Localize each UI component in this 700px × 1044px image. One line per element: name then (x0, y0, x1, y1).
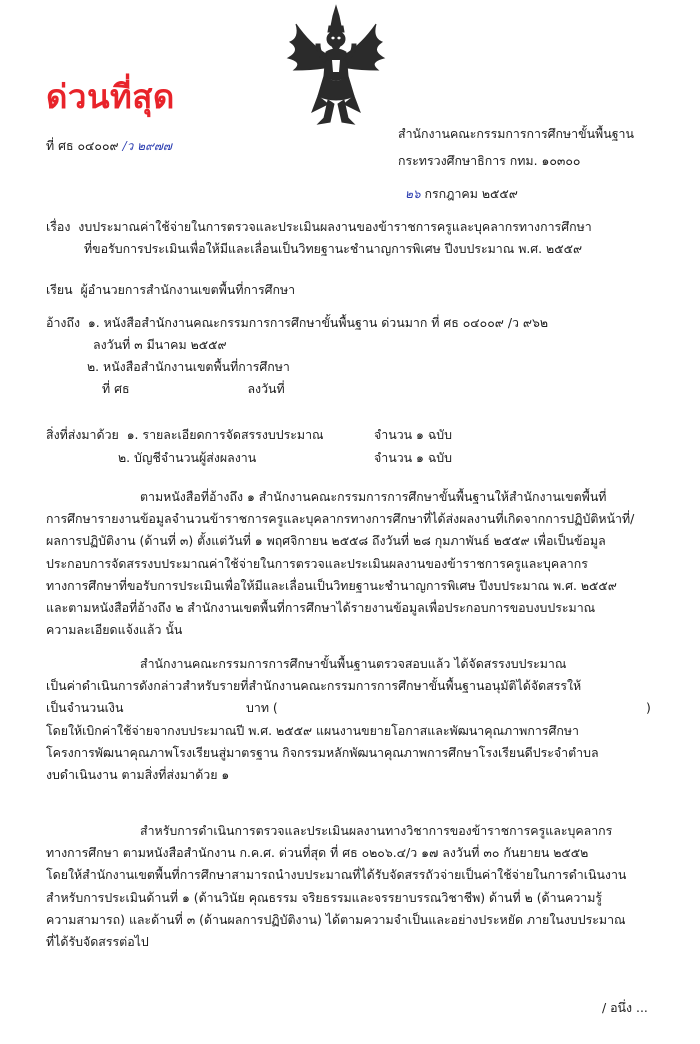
issuing-office: สำนักงานคณะกรรมการการศึกษาขั้นพื้นฐาน (398, 126, 634, 141)
amount-label: เป็นจำนวนเงิน (46, 700, 124, 716)
paragraph-line: สำนักงานคณะกรรมการการศึกษาขั้นพื้นฐานตรวจสอบแล้ว ได้จัดสรรงบประมาณ (140, 656, 567, 671)
subject-block (46, 219, 658, 257)
subject-label: เรื่อง (46, 219, 71, 234)
body-paragraph-1 (46, 486, 658, 641)
paragraph-line: โดยให้เบิกค่าใช้จ่ายจากงบประมาณปี พ.ศ. ๒๕๕๙ แผนงานขยายโอกาสและพัฒนาคุณภาพการศึกษา (46, 722, 579, 738)
paragraph-line: ทางการศึกษาที่ขอรับการประเมินเพื่อให้มีและเลื่อนเป็นวิทยฐานะชำนาญการพิเศษ ปีงบประมาณ พ.ศ. ๒๕๕๙ (46, 577, 617, 593)
paragraph-line: ความสามารถ) และด้านที่ ๓ (ด้านผลการปฏิบัติงาน) ได้ตามความจำเป็นและอย่างประหยัด ภายในงบประมาณ (46, 911, 626, 927)
subject-line-1: งบประมาณค่าใช้จ่ายในการตรวจและประเมินผลงานของข้าราชการครูและบุคลากรทางการศึกษา (78, 219, 592, 234)
body-paragraph-2 (46, 653, 658, 786)
amount-close-paren: ) (646, 700, 651, 716)
issuing-office-address: กระทรวงศึกษาธิการ กทม. ๑๐๓๐๐ (398, 153, 581, 168)
reference-2-line-2 (46, 381, 646, 397)
document-number (46, 138, 172, 154)
amount-line (46, 697, 658, 719)
paragraph-line: โดยให้สำนักงานเขตพื้นที่การศึกษาสามารถนำงบประมาณที่ได้รับจัดสรรถัวจ่ายเป็นค่าใช้จ่ายในการดำเนินงาน (46, 867, 627, 883)
paragraph-line: การศึกษารายงานข้อมูลจำนวนข้าราชการครูและบุคลากรทางการศึกษาที่ได้ส่งผลงานที่เกิดจากการปฏิบัติหน้าที่/ (46, 511, 635, 527)
paragraph-line: เป็นค่าดำเนินการดังกล่าวสำหรับรายที่สำนักงานคณะกรรมการการศึกษาขั้นพื้นฐานอนุมัติได้จัดสรรให้ (46, 678, 582, 694)
continuation-marker: / อนึ่ง ... (602, 1000, 648, 1015)
paragraph-line: งบดำเนินงาน ตามสิ่งที่ส่งมาด้วย ๑ (46, 767, 230, 783)
reference-2-date-label: ลงวันที่ (247, 381, 285, 396)
paragraph-line: ตามหนังสือที่อ้างถึง ๑ สำนักงานคณะกรรมการการศึกษาขั้นพื้นฐานให้สำนักงานเขตพื้นที่ (140, 489, 607, 504)
body-paragraph-3 (46, 820, 658, 953)
subject-line-2: ที่ขอรับการประเมินเพื่อให้มีและเลื่อนเป็นวิทยฐานะชำนาญการพิเศษ ปีงบประมาณ พ.ศ. ๒๕๕๙ (84, 241, 583, 256)
paragraph-line: สำหรับการดำเนินการตรวจและประเมินผลงานทางวิชาการของข้าราชการครูและบุคลากร (140, 823, 613, 838)
urgency-stamp: ด่วนที่สุด (46, 77, 175, 116)
enclosures-block (46, 427, 646, 473)
salutation-recipient: ผู้อำนวยการสำนักงานเขตพื้นที่การศึกษา (80, 282, 296, 297)
enclosure-2: ๒. บัญชีจำนวนผู้ส่งผลงาน (118, 450, 257, 465)
reference-1-line-2: ลงวันที่ ๓ มีนาคม ๒๕๕๙ (93, 337, 227, 352)
references-block (46, 315, 646, 403)
paragraph-line: ความละเอียดแจ้งแล้ว นั้น (46, 622, 183, 638)
date-month-year: กรกฎาคม ๒๕๕๙ (424, 186, 518, 201)
date-day-handwritten: ๒๖ (405, 187, 421, 201)
paragraph-line: ที่ได้รับจัดสรรต่อไป (46, 934, 149, 950)
document-number-label: ที่ ศธ ๐๔๐๐๙ (46, 138, 119, 153)
paragraph-line: ทางการศึกษา ตามหนังสือสำนักงาน ก.ค.ศ. ด่วนที่สุด ที่ ศธ ๐๒๐๖.๔/ว ๑๗ ลงวันที่ ๓๐ กันยายน ๒๕๕๒ (46, 845, 589, 861)
baht-label: บาท ( (246, 700, 278, 716)
references-label: อ้างถึง (46, 315, 81, 330)
document-number-handwritten: /ว ๒๙๗๗ (122, 139, 172, 153)
enclosure-1: ๑. รายละเอียดการจัดสรรงบประมาณ (126, 427, 324, 442)
paragraph-line: โครงการพัฒนาคุณภาพโรงเรียนสู่มาตรฐาน กิจกรรมหลักพัฒนาคุณภาพการศึกษาโรงเรียนดีประจำตำบล (46, 744, 599, 760)
enclosure-1-quantity: จำนวน ๑ ฉบับ (374, 427, 453, 442)
paragraph-line: สำหรับการประเมินด้านที่ ๑ (ด้านวินัย คุณธรรม จริยธรรมและจรรยาบรรณวิชาชีพ) ด้านที่ ๒ (ด้านความรู้ (46, 889, 603, 905)
salutation-label: เรียน (46, 282, 73, 297)
letter-date (405, 186, 518, 202)
reference-2-line-1: ๒. หนังสือสำนักงานเขตพื้นที่การศึกษา (87, 359, 290, 374)
reference-2-number-label: ที่ ศธ (102, 381, 130, 396)
enclosures-label: สิ่งที่ส่งมาด้วย (46, 427, 119, 442)
salutation (46, 282, 295, 298)
reference-1-line-1: ๑. หนังสือสำนักงานคณะกรรมการการศึกษาขั้นพื้นฐาน ด่วนมาก ที่ ศธ ๐๔๐๐๙ /ว ๙๖๒ (87, 315, 549, 330)
garuda-emblem-icon (282, 4, 390, 129)
paragraph-line: ประกอบการจัดสรรงบประมาณค่าใช้จ่ายในการตรวจและประเมินผลงานของข้าราชการครูและบุคลากร (46, 555, 588, 571)
enclosure-2-quantity: จำนวน ๑ ฉบับ (374, 450, 453, 465)
paragraph-line: และตามหนังสือที่อ้างถึง ๒ สำนักงานเขตพื้นที่การศึกษาได้รายงานข้อมูลเพื่อประกอบการขอบงบประมาณ (46, 600, 596, 616)
paragraph-line: ผลการปฏิบัติงาน (ด้านที่ ๓) ตั้งแต่วันที่ ๑ พฤศจิกายน ๒๕๕๘ ถึงวันที่ ๒๘ กุมภาพันธ์ ๒๕๕๙ เพื่อเป็นข้อมูล (46, 533, 606, 549)
